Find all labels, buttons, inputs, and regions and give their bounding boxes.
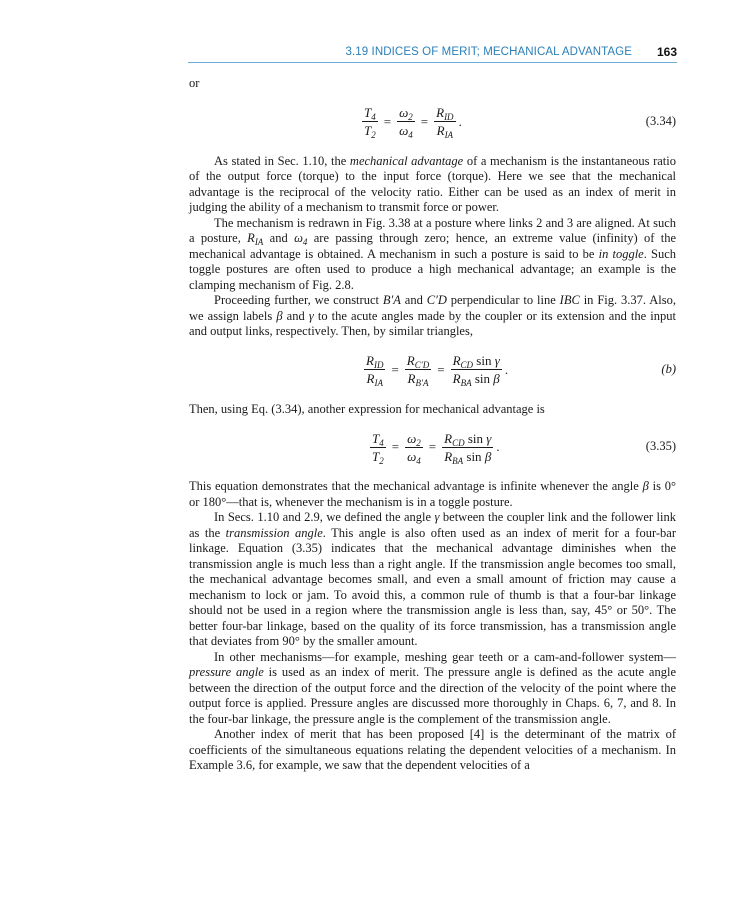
equation-3-35-body: $\frac{T_4}{T_2}$ = $\frac{\omega_2}{\omega_4}$ = $\frac{R_{CD} \sin \gamma}{R_{BA} \sin \beta}$ . [372, 430, 500, 466]
header-rule [188, 62, 677, 63]
page-body [189, 76, 676, 774]
paragraph-determinant: Another index of merit that has been proposed [4] is the determinant of the matrix of coefficients of the simultaneous equations relating the dependent velocities of a mechanism. In Example 3.6, for example, we saw that the dependent velocities of a [189, 727, 676, 772]
equation-3-35 [189, 423, 676, 471]
running-header [0, 44, 737, 64]
paragraph-pressure-angle: In other mechanisms—for example, meshing gear teeth or a cam-and-follower system—pressure angle is used as an index of merit. The pressure angle is defined as the acute angle between the direction of the output force and the direction of the velocity of the point where the output force is applied. Pressure angles are discussed more thoroughly in Chaps. 6, 7, and 8. In the four-bar linkage, the pressure angle is the complement of the transmission angle. [189, 649, 677, 726]
paragraph-transmission-angle: In Secs. 1.10 and 2.9, we defined the angle γ between the coupler link and the follower link as the transmission angle. This angle is also often used as an index of merit for a four-bar linkage. Equation (3.35) indicates that the mechanical advantage diminishes when the transmission angle is much less than a right angle. If the transmission angle becomes too small, the mechanical advantage becomes small, and even a small amount of friction may cause a mechanism to lock or jam. To avoid this, a common rule of thumb is that a four-bar linkage should not be used in a region where the transmission angle is less than, say, 45° or 50°. The better four-bar linkage, based on the quality of its force transmission, has a transmission angle that deviates from 90° by the smaller amount. [189, 510, 677, 648]
running-title: 3.19 INDICES OF MERIT; MECHANICAL ADVANTAGE [345, 46, 632, 58]
paragraph-infinite: This equation demonstrates that the mechanical advantage is infinite whenever the angle β is 0° or 180°—that is, whenever the mechanism is in a toggle posture. [189, 479, 676, 509]
equation-b-body: $\frac{R_{ID}}{R_{IA}}$ = $\frac{R_{C'D}}{R_{B'A}}$ = $\frac{R_{CD} \sin \gamma}{R_{BA} \sin \beta}$ . [366, 353, 509, 388]
equation-3-34 [189, 98, 676, 146]
paragraph-toggle: The mechanism is redrawn in Fig. 3.38 at a posture where links 2 and 3 are aligned. At such a posture, $R_{IA}$ and $\omega_4$ are passing through zero; hence, an extreme value (infinity) of the mechanical advantage is obtained. A mechanism in such a posture is said to be in toggle. Such toggle postures are often used to produce a high mechanical advantage; an example is the clamping mechanism of Fig. 2.8. [189, 215, 677, 292]
paragraph-similar-triangles: Proceeding further, we construct B′A and C′D perpendicular to line IBC in Fig. 3.37. Also, we assign labels β and γ to the acute angles made by the coupler or its extension and the input and output links, respectively. Then, by similar triangles, [189, 293, 676, 338]
page-number: 163 [656, 45, 677, 59]
equation-b [189, 346, 676, 394]
paragraph-mechanical-advantage: As stated in Sec. 1.10, the mechanical advantage of a mechanism is the instantaneous ratio of the output force (torque) to the input force (torque). Here we see that the mechanical advantage is the reciprocal of the velocity ratio. Either can be used as an index of merit in judging the ability of a mechanism to transmit force or power. [189, 153, 676, 214]
lead-word: or [189, 76, 200, 90]
equation-number: (3.35) [645, 439, 676, 453]
equation-3-34-body: $\frac{T_4}{T_2}$ = $\frac{\omega_2}{\omega_4}$ = $\frac{R_{ID}}{R_{IA}}$ . [364, 105, 462, 140]
equation-number: (3.34) [645, 113, 676, 128]
equation-label: (b) [661, 361, 676, 376]
paragraph-another-expression: Then, using Eq. (3.34), another expression for mechanical advantage is [189, 401, 545, 416]
